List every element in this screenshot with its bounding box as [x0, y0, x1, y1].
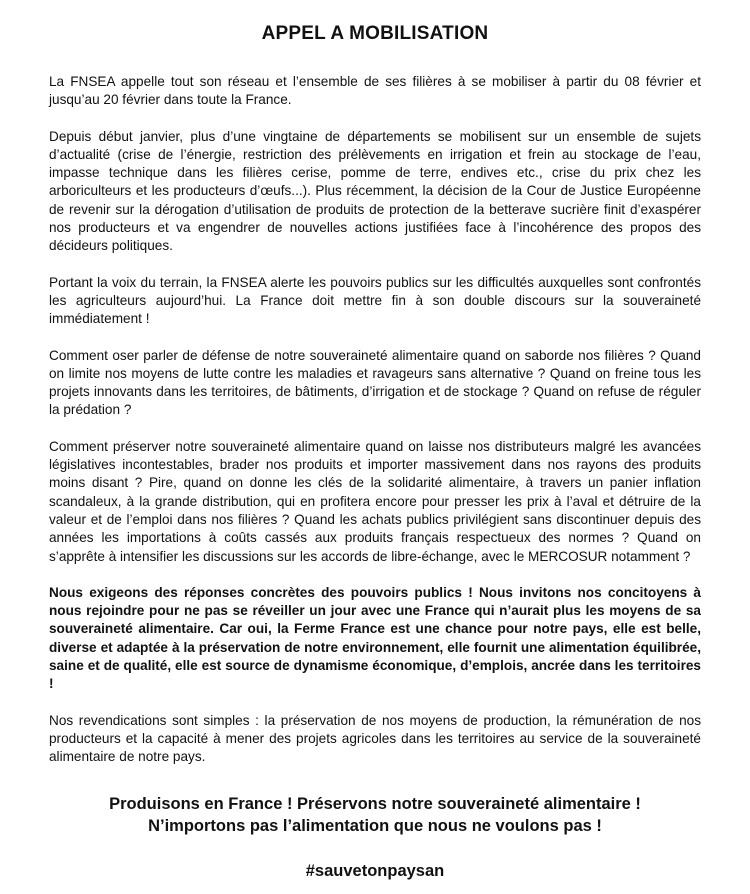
paragraph-fnsea-alert: Portant la voix du terrain, la FNSEA alerte les pouvoirs publics sur les difficultés auxquelles sont confrontés les agriculteurs aujourd’hui. La France doit mettre fin à son double discours sur la souveraineté immédiatement ! [49, 274, 701, 327]
paragraph-sovereignty-questions: Comment oser parler de défense de notre souveraineté alimentaire quand on saborde nos filières ? Quand on limite nos moyens de lutte contre les maladies et ravageurs sans alternative ? Quand on freine tous les projets innovants dans les territoires, de bâtiments, d’irrigation et de stockage ? Quand on refuse de réguler la prédation ? [49, 347, 701, 418]
hashtag: #sauvetonpaysan [305, 861, 445, 880]
document-page [49, 22, 701, 882]
paragraph-claims: Nos revendications sont simples : la préservation de nos moyens de production, la rémunération de nos producteurs et la capacité à mener des projets agricoles dans les territoires au service de la souveraineté alimentaire de notre pays. [49, 712, 701, 765]
document-title: APPEL A MOBILISATION [261, 23, 489, 44]
paragraph-context: Depuis début janvier, plus d’une vingtaine de départements se mobilisent sur un ensemble de sujets d’actualité (crise de l’énergie, restriction des prélèvements en irrigation et frein au stockage de l’eau, impasse technique dans les filières cerise, pomme de terre, endives etc., crise du prix chez les arboriculteurs et les producteurs d’œufs...). Plus récemment, la décision de la Cour de Justice Européenne de revenir sur la dérogation d’utilisation de produits de protection de la betterave sucrière finit d’exaspérer nos producteurs et va engendrer de nouvelles actions justifiées face à l’incohérence des propos des décideurs politiques. [49, 128, 701, 254]
paragraph-mobilisation-dates: La FNSEA appelle tout son réseau et l’ensemble de ses filières à se mobiliser à partir du 08 février et jusqu’au 20 février dans toute la France. [49, 74, 701, 108]
paragraph-distribution-questions: Comment préserver notre souveraineté alimentaire quand on laisse nos distributeurs malgré les avancées législatives incontestables, brader nos produits et importer massivement dans nos rayons des produits moins disant ? Pire, quand on donne les clés de la solidarité alimentaire, à travers un panier inflation scandaleux, à la grande distribution, qui en profitera encore pour presser les prix à l’aval et détruire de la valeur et de l’emploi dans nos filières ? Quand les achats publics privilégient sans discontinuer depuis des années les importations à coûts cassés aux produits français respectueux des normes ? Quand on s’apprête à intensifier les discussions sur les accords de libre-échange, avec le MERCOSUR notamment ? [49, 438, 701, 564]
paragraph-demands-bold: Nous exigeons des réponses concrètes des pouvoirs publics ! Nous invitons nos concitoyens à nous rejoindre pour ne pas se réveiller un jour avec une France qui n’aurait plus les moyens de sa souveraineté alimentaire. Car oui, la Ferme France est une chance pour notre pays, elle est belle, diverse et adaptée à la préservation de notre environnement, elle fournit une alimentation équilibrée, saine et de qualité, elle est source de dynamisme économique, d’emplois, ancrée dans les territoires ! [49, 584, 701, 692]
slogan-line-1: Produisons en France ! Préservons notre souveraineté alimentaire ! [109, 794, 641, 813]
slogan-line-2: N’importons pas l’alimentation que nous ne voulons pas ! [148, 816, 602, 835]
